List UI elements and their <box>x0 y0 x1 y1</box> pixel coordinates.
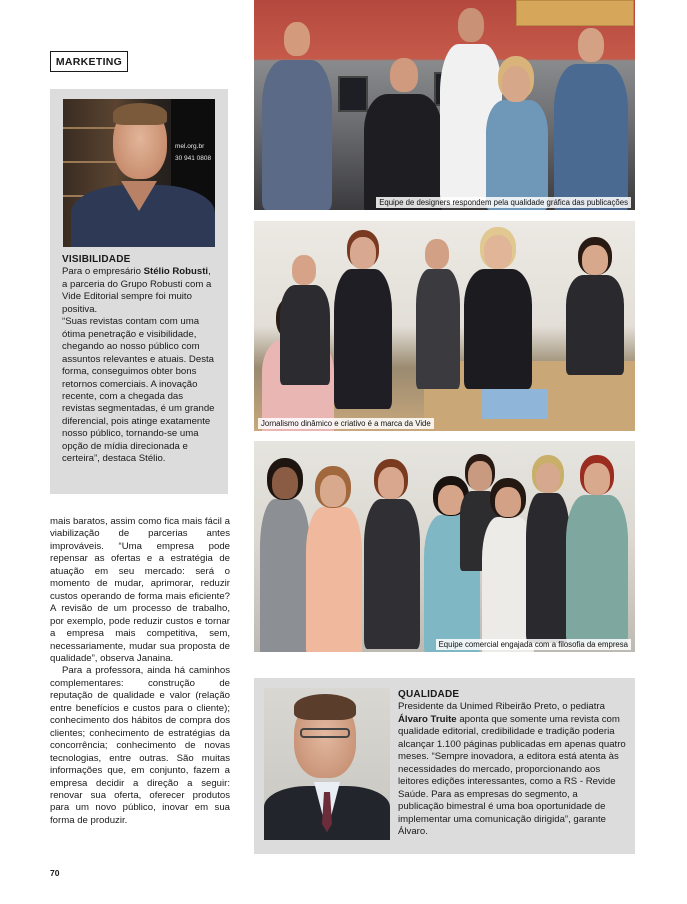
head <box>284 22 310 56</box>
photo-journalism-team <box>254 221 635 431</box>
head <box>272 467 298 499</box>
hair <box>113 103 167 125</box>
sidebar-heading: VISIBILIDADE <box>62 254 131 265</box>
body <box>280 285 330 385</box>
caption-journalism: Jornalismo dinâmico e criativo é a marca da Vide <box>258 418 434 429</box>
photo-designers-team <box>254 0 635 210</box>
body-column <box>50 516 230 827</box>
body <box>416 269 460 389</box>
head <box>320 475 346 507</box>
head <box>536 463 560 493</box>
monitor <box>338 76 368 112</box>
photo-commercial-team <box>254 441 635 652</box>
quality-text <box>398 689 626 838</box>
body <box>334 269 392 409</box>
body-paragraph-1: mais baratos, assim como fica mais fácil a viabilização de parcerias antes improváveis. “Uma empresa pode repensar as ofertas e a estratégia de atuação em seu mercado: será o momento de mudar, aprimorar, reduzir custos operando de forma mais eficiente? A revisão de um processo de trabalho, por exemplo, pode reduzir custos e tornar a empresa mais competitiva, sem, necessariamente, mudar sua proposta de qualidade”, observa Janaina. <box>50 516 230 664</box>
body <box>364 499 420 649</box>
head <box>495 487 521 517</box>
portrait-alvaro-truite <box>264 688 390 840</box>
body <box>526 493 570 643</box>
sign-text-site: mel.org.br <box>175 143 205 150</box>
head <box>578 28 604 62</box>
body <box>262 60 332 210</box>
sidebar-intro-prefix: Para o empresário <box>62 266 144 278</box>
glasses <box>300 728 350 738</box>
caption-designers: Equipe de designers respondem pela qualidade gráfica das publicações <box>376 197 631 208</box>
sidebar-intro-suffix: , a parceria do Grupo Robusti com a Vide Editorial sempre foi muito positiva. <box>62 266 212 315</box>
body <box>364 94 442 210</box>
body <box>306 507 362 652</box>
sidebar-text <box>62 254 218 466</box>
page-number: 70 <box>50 868 60 878</box>
quality-person-name: Álvaro Truite <box>398 713 457 725</box>
body-paragraph-2: Para a professora, ainda há caminhos complementares: construção de reputação de qualidade e valor (relação entre benefícios e custos para o cliente); conhecimento dos hábitos de compra dos clientes; conhecimento de estratégias da concorrência; conhecimento de novas tecnologias, entre outras. São muitas informações que, em conjunto, fazem a empresa decidir a direção a seguir: renovar sua oferta, oferecer produtos para um novo público, inovar em sua forma de produzir. <box>50 665 230 826</box>
shelf <box>63 161 123 163</box>
head <box>458 8 484 42</box>
quality-heading: QUALIDADE <box>398 689 460 700</box>
sidebar-quote: “Suas revistas contam com uma ótima penetração e visibilidade, chegando ao nosso público com assuntos relevantes e atuais. Desta forma, conseguimos obter bons retornos comerciais. A inovação recente, com a chegada das revistas segmentadas, é um grande diferencial, pois atinge exatamente nosso público, tornando-se uma opção de mídia direcionada e certeira”, destaca Stélio. <box>62 316 215 465</box>
head <box>584 463 610 495</box>
caption-commercial: Equipe comercial engajada com a filosofia da empresa <box>436 639 631 650</box>
head <box>582 245 608 275</box>
head <box>502 66 530 102</box>
body <box>566 275 624 375</box>
sign-text-phone: 30 941 0808 <box>175 155 212 162</box>
quality-paragraph <box>398 701 626 838</box>
head <box>350 237 376 269</box>
body <box>464 269 532 389</box>
body <box>566 495 628 645</box>
head <box>292 255 316 285</box>
head <box>390 58 418 92</box>
sidebar-intro <box>62 266 218 316</box>
head <box>484 235 512 269</box>
head <box>425 239 449 269</box>
head <box>468 461 492 491</box>
body <box>486 100 548 210</box>
head <box>378 467 404 499</box>
body <box>554 64 628 210</box>
body <box>260 499 310 652</box>
hair <box>294 694 356 720</box>
cabinet <box>516 0 634 26</box>
sidebar-person-name: Stélio Robusti <box>143 266 209 278</box>
section-tag: MARKETING <box>50 51 128 72</box>
quality-intro-prefix: Presidente da Unimed Ribeirão Preto, o pediatra <box>398 701 605 713</box>
quality-body: aponta que somente uma revista com qualidade editorial, credibilidade e tradição poderia alcançar 1.100 páginas publicadas em apenas quatro meses. “Sempre inovadora, a editora está atenta às necessidades do mercado, proporcionando aos leitores edições interessantes, como a RS - Revide Saúde. Para as empresas do segmento, a publicação bimestral é uma boa oportunidade de implementar uma comunicação dirigida”, garante Álvaro. <box>398 713 626 837</box>
magazine <box>482 389 548 419</box>
portrait-stelio-robusti <box>63 99 215 247</box>
